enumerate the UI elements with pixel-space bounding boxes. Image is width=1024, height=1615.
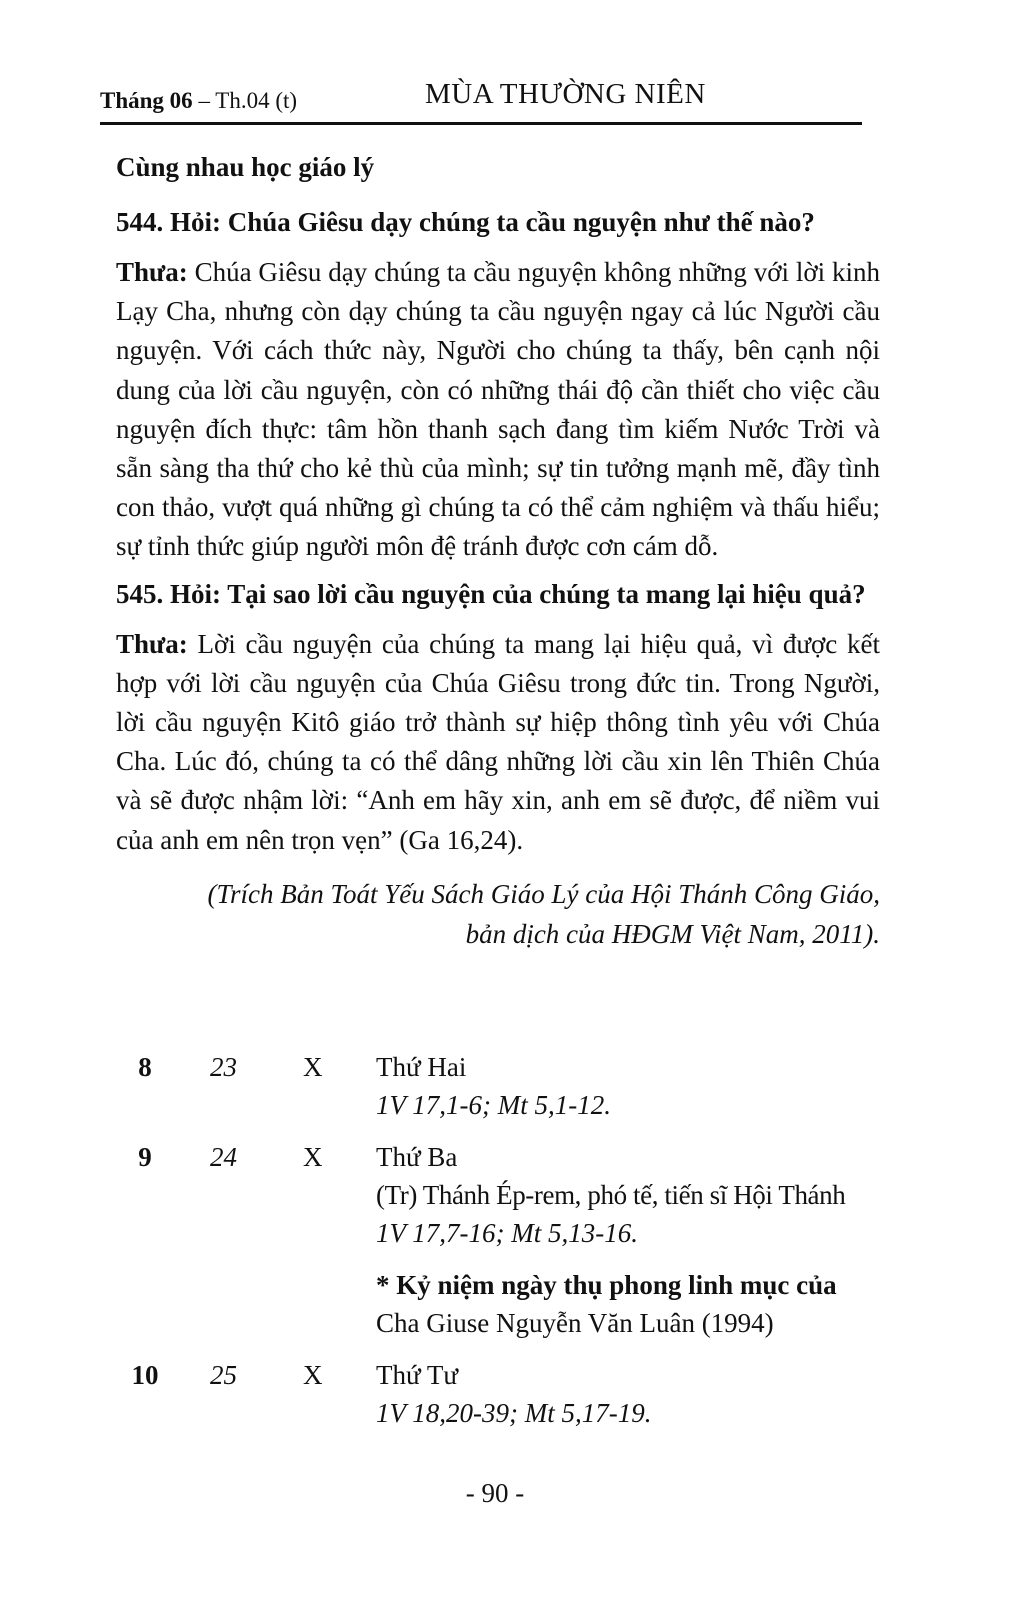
liturgical-color: X <box>303 1360 323 1390</box>
note-title: * Kỷ niệm ngày thụ phong linh mục của <box>376 1270 837 1300</box>
citation-line: (Trích Bản Toát Yếu Sách Giáo Lý của Hội Thánh Công Giáo, <box>207 878 880 909</box>
citation-line: bản dịch của HĐGM Việt Nam, 2011). <box>465 918 880 949</box>
feast: (Tr) Thánh Ép-rem, phó tế, tiến sĩ Hội Thánh <box>376 1180 846 1210</box>
readings: 1V 17,1-6; Mt 5,1-12. <box>376 1090 611 1120</box>
lunar-day: 23 <box>210 1052 237 1082</box>
answer-545 <box>116 625 880 860</box>
entry-details <box>376 1356 886 1432</box>
question-544: 544. Hỏi: Chúa Giêsu dạy chúng ta cầu nguyện như thế nào? <box>116 207 815 237</box>
readings: 1V 17,7-16; Mt 5,13-16. <box>376 1218 638 1248</box>
page-number: - 90 - <box>465 1478 525 1508</box>
header-divider <box>100 122 862 125</box>
header-month-week <box>100 88 297 114</box>
catechism-section <box>116 148 880 954</box>
page-header <box>100 78 862 122</box>
citation <box>116 874 880 954</box>
answer-label: Thưa: <box>116 257 188 287</box>
ordination-anniversary-note <box>376 1266 886 1342</box>
question-545: 545. Hỏi: Tại sao lời cầu nguyện của chúng ta mang lại hiệu quả? <box>116 578 866 609</box>
day-number: 10 <box>131 1360 159 1390</box>
note-text: Cha Giuse Nguyễn Văn Luân (1994) <box>376 1308 774 1338</box>
liturgical-color: X <box>303 1142 323 1172</box>
calendar-entry <box>0 1048 1024 1124</box>
readings: 1V 18,20-39; Mt 5,17-19. <box>376 1398 652 1428</box>
weekday: Thứ Ba <box>376 1142 458 1172</box>
answer-label: Thưa: <box>116 628 188 659</box>
day-number: 8 <box>138 1052 152 1082</box>
answer-text: Chúa Giêsu dạy chúng ta cầu nguyện không những với lời kinh Lạy Cha, nhưng còn dạy chúng ta cầu nguyện ngay cả lúc Người cầu nguyện. Với cách thức này, Người cho chúng ta thấy, bên cạnh nội dung của lời cầu nguyện, còn có những thái độ cần thiết cho việc cầu nguyện đích thực: tâm hồn thanh sạch đang tìm kiếm Nước Trời và sẵn sàng tha thứ cho kẻ thù của mình; sự tin tưởng mạnh mẽ, đầy tình con thảo, vượt quá những gì chúng ta có thể cảm nghiệm và thấu hiểu; sự tỉnh thức giúp người môn đệ tránh được cơn cám dỗ. <box>116 257 880 562</box>
section-title: Cùng nhau học giáo lý <box>116 152 375 182</box>
header-season: MÙA THƯỜNG NIÊN <box>425 78 706 110</box>
lunar-day: 25 <box>210 1360 237 1390</box>
header-month: Tháng 06 <box>100 88 193 113</box>
weekday: Thứ Tư <box>376 1360 459 1390</box>
calendar-entry <box>0 1138 1024 1252</box>
entry-details <box>376 1138 886 1252</box>
liturgical-color: X <box>303 1052 323 1082</box>
day-number: 9 <box>138 1142 152 1172</box>
answer-text: Lời cầu nguyện của chúng ta mang lại hiệu quả, vì được kết hợp với lời cầu nguyện của Chúa Giêsu trong đức tin. Trong Người, lời cầu nguyện Kitô giáo trở thành sự hiệp thông tình yêu với Chúa Cha. Lúc đó, chúng ta có thể dâng những lời cầu xin lên Thiên Chúa và sẽ được nhậm lời: “Anh em hãy xin, anh em sẽ được, để niềm vui của anh em nên trọn vẹn” (Ga 16,24). <box>116 628 880 855</box>
weekday: Thứ Hai <box>376 1052 467 1082</box>
lunar-day: 24 <box>210 1142 237 1172</box>
calendar-entry <box>0 1356 1024 1432</box>
answer-544 <box>116 253 880 567</box>
liturgical-calendar <box>0 1048 1024 1446</box>
header-week: – Th.04 (t) <box>192 88 298 113</box>
entry-details <box>376 1048 886 1124</box>
